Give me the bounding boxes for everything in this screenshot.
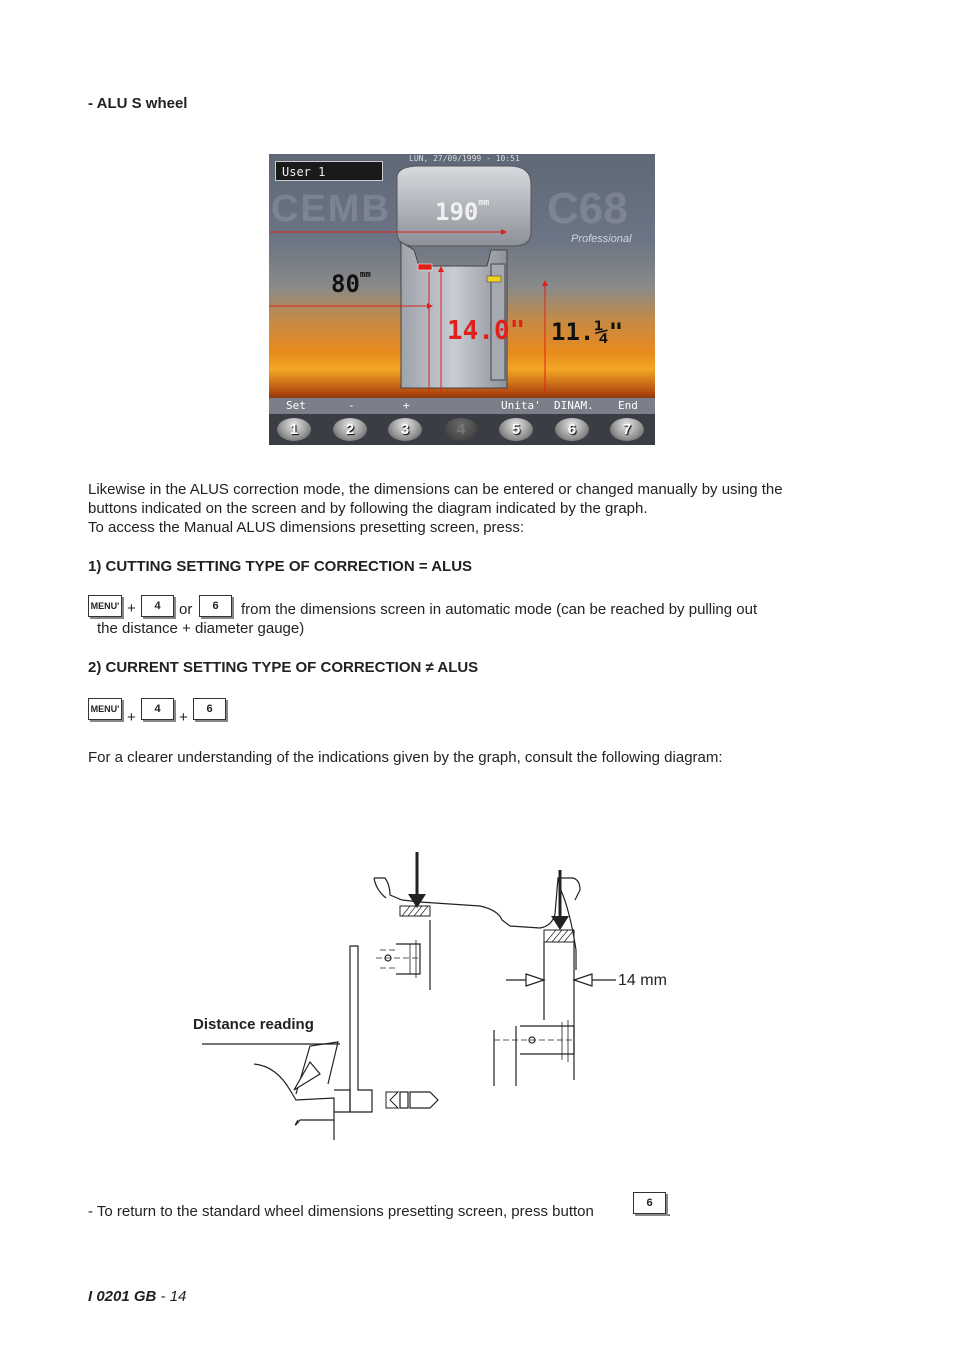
alus-diagram	[180, 840, 700, 1150]
intro-line-3: To access the Manual ALUS dimensions presetting screen, press:	[88, 519, 525, 536]
fn-label-6: DINAM.	[554, 399, 594, 412]
screen-button-3[interactable]: 3	[388, 418, 422, 441]
screen-button-7[interactable]: 7	[610, 418, 644, 441]
fn-label-5: Unita'	[501, 399, 541, 412]
screen-button-4: 4	[444, 418, 478, 441]
rim-width-readout: 11.¼"	[551, 318, 624, 346]
menu-key: MENU'	[88, 595, 122, 617]
width-readout: $190^{mm}$	[435, 198, 490, 226]
distance-readout: $80^{mm}$	[331, 270, 371, 298]
dimension-label: 14 mm	[618, 972, 667, 989]
key-6: 6	[633, 1192, 666, 1214]
function-bar	[269, 398, 655, 414]
step1-heading: 1) CUTTING SETTING TYPE OF CORRECTION = ALUS	[88, 558, 473, 575]
page-footer	[88, 1287, 186, 1306]
plus-sign: +	[179, 709, 188, 726]
model-subtitle: Professional	[571, 233, 632, 245]
key-4: 4	[141, 595, 174, 617]
key-6: 6	[193, 698, 226, 720]
wheel-profile-graphic	[269, 154, 655, 398]
menu-key: MENU'	[88, 698, 122, 720]
page-number: - 14	[160, 1288, 187, 1305]
doc-code: I 0201 GB	[88, 1288, 157, 1305]
plus-sign: +	[127, 600, 136, 617]
return-text: - To return to the standard wheel dimensions presetting screen, press button	[88, 1203, 594, 1220]
intro-line-1: Likewise in the ALUS correction mode, the dimensions can be entered or changed manually by using the	[88, 481, 783, 498]
screen-button-2[interactable]: 2	[333, 418, 367, 441]
step1-text-line-1: from the dimensions screen in automatic mode (can be reached by pulling out	[241, 601, 758, 618]
screen-button-1[interactable]: 1	[277, 418, 311, 441]
fn-label-3: +	[403, 399, 410, 412]
screen-button-5[interactable]: 5	[499, 418, 533, 441]
intro-line-2: buttons indicated on the screen and by following the diagram indicated by the graph.	[88, 500, 648, 517]
or-text: or	[179, 601, 193, 618]
step1-text-line-2: the distance + diameter gauge)	[97, 620, 305, 637]
screen-button-6[interactable]: 6	[555, 418, 589, 441]
key-4: 4	[141, 698, 174, 720]
balancer-screen	[269, 154, 655, 445]
diagram-intro: For a clearer understanding of the indications given by the graph, consult the following diagram:	[88, 749, 723, 766]
section-title: - ALU S wheel	[88, 95, 188, 112]
diameter-readout: 14.0"	[447, 316, 526, 346]
datetime: LUN, 27/09/1999 - 10:51	[409, 154, 520, 163]
distance-reading-label: Distance reading	[193, 1016, 314, 1033]
fn-label-7: End	[618, 399, 638, 412]
key-6: 6	[199, 595, 232, 617]
period: .	[667, 1203, 672, 1220]
fn-label-2: -	[348, 399, 355, 412]
model-watermark: C68	[547, 184, 628, 233]
button-row	[269, 414, 655, 445]
plus-sign: +	[127, 709, 136, 726]
user-label: User 1	[275, 161, 383, 181]
fn-label-1: Set	[286, 399, 306, 412]
step2-heading: 2) CURRENT SETTING TYPE OF CORRECTION ≠ ALUS	[88, 659, 479, 676]
brand-watermark: CEMB	[271, 188, 391, 230]
